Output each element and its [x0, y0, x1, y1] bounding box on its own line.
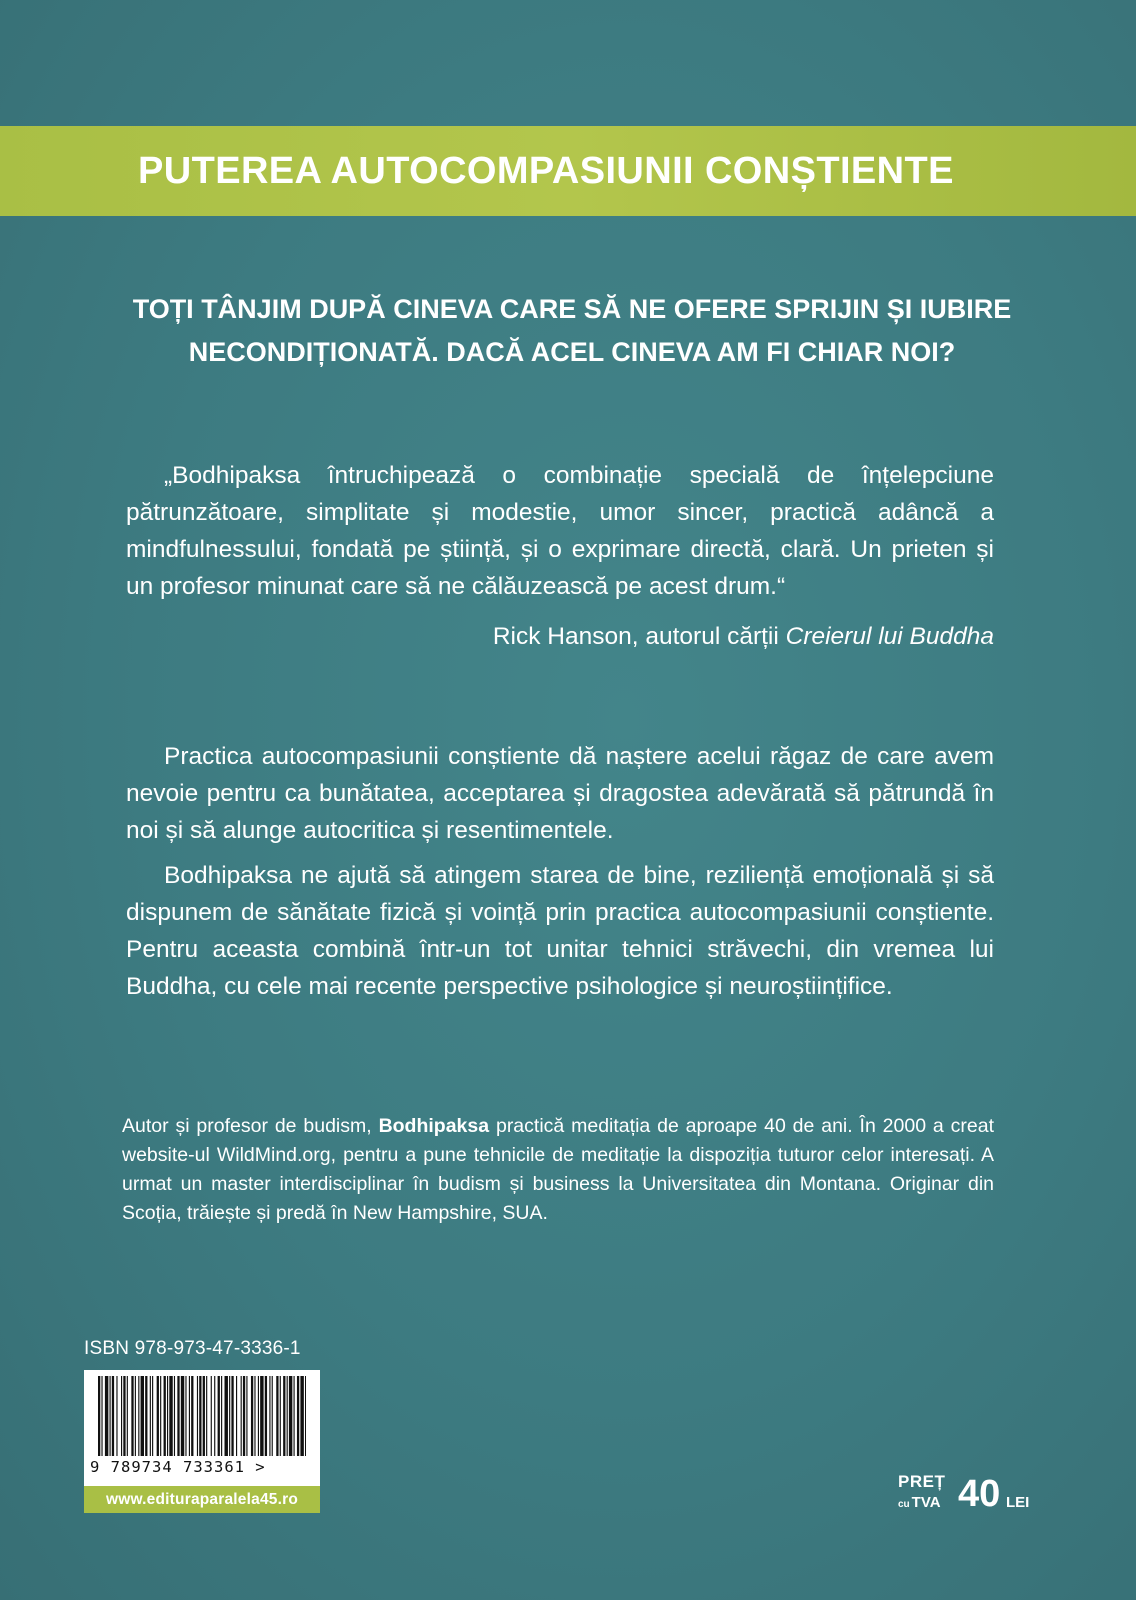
- quote-text: „Bodhipaksa întruchipează o combinație specială de înțelepciune pătrunzătoare, simplitate și modestie, umor sincer, practică adâncă a mindfulnessului, fondată pe știință, și o exprimare directă, clară. Un prieten și un profesor minunat care să ne călăuzească pe acest drum.“: [126, 462, 994, 600]
- barcode-bar: [189, 1376, 190, 1456]
- barcode-bar: [206, 1376, 207, 1456]
- barcode-bar: [241, 1376, 242, 1456]
- barcode-bar: [283, 1376, 285, 1456]
- price-tva: TVA: [911, 1494, 941, 1511]
- barcode-bar: [141, 1376, 144, 1456]
- price-currency: LEI: [1006, 1494, 1030, 1511]
- tagline-line-2: NECONDIȚIONATĂ. DACĂ ACEL CINEVA AM FI CHIAR NOI?: [188, 337, 956, 367]
- description-paragraph-1: Practica autocompasiunii conștiente dă naștere acelui răgaz de care avem nevoie pentru ca bunătatea, acceptarea și dragostea adevărată să pătrundă în noi și să alunge autocritica și resentimentele.: [126, 743, 994, 844]
- author-name: Bodhipaksa: [378, 1115, 490, 1137]
- barcode-bar: [300, 1376, 303, 1456]
- barcode-bar: [203, 1376, 205, 1456]
- barcode-bar: [101, 1376, 102, 1456]
- quote-author: Rick Hanson, autorul cărții: [492, 623, 779, 650]
- barcode-bar: [243, 1376, 245, 1456]
- book-title: PUTEREA AUTOCOMPASIUNII CONȘTIENTE: [138, 150, 954, 192]
- barcode-bar: [164, 1376, 166, 1456]
- barcode-bar: [185, 1376, 186, 1456]
- barcode-bar: [280, 1376, 281, 1456]
- barcode-bar: [269, 1376, 270, 1456]
- book-description: [126, 738, 994, 1013]
- quote-book-title: Creierul lui Buddha: [785, 623, 994, 650]
- quote-attribution: [126, 618, 994, 655]
- price-label: PREȚ: [898, 1472, 946, 1491]
- tagline: [122, 288, 1022, 374]
- barcode-bar: [127, 1376, 128, 1456]
- tagline-line-1: TOȚI TÂNJIM DUPĂ CINEVA CARE SĂ NE OFERE SPRIJIN ȘI IUBIRE: [132, 294, 1012, 324]
- author-bio-text: practică meditația de aproape 40 de ani. În 2000 a creat website-ul WildMind.org, pentru a pune tehnicile de meditație la dispoziția tuturor celor interesați. A urmat un master interdisciplinar în budism și business la Universitatea din Montana. Originar din Scoția, trăiește și predă în New Hampshire, SUA.: [122, 1115, 994, 1224]
- barcode: [84, 1370, 320, 1486]
- barcode-bar: [214, 1376, 215, 1456]
- barcode-bar: [294, 1376, 295, 1456]
- barcode-bar: [167, 1376, 168, 1456]
- barcode-bar: [116, 1376, 117, 1456]
- author-bio: [122, 1112, 994, 1228]
- barcode-bar: [199, 1376, 201, 1456]
- barcode-bar: [276, 1376, 278, 1456]
- barcode-bar: [181, 1376, 184, 1456]
- barcode-bar: [297, 1376, 299, 1456]
- barcode-bar: [169, 1376, 172, 1456]
- barcode-bar: [110, 1376, 111, 1456]
- barcode-bar: [251, 1376, 253, 1456]
- barcode-bar: [98, 1376, 100, 1456]
- barcode-bar: [123, 1376, 125, 1456]
- barcode-bar: [260, 1376, 263, 1456]
- barcode-bar: [218, 1376, 220, 1456]
- barcode-bar: [258, 1376, 259, 1456]
- barcode-bar: [231, 1376, 233, 1456]
- barcode-bar: [305, 1376, 306, 1456]
- price-cu: cu: [898, 1499, 910, 1510]
- barcode-bar: [131, 1376, 133, 1456]
- barcode-bar: [160, 1376, 161, 1456]
- barcode-bar: [246, 1376, 247, 1456]
- description-paragraph-2: Bodhipaksa ne ajută să atingem starea de bine, reziliență emoțională și să dispunem de sănătate fizică și voință prin practica autocompasiunii conștiente. Pentru aceasta combină într-un tot unitar tehnici străvechi, din vremea lui Buddha, cu cele mai recente perspective psihologice și neuroștiințifice.: [126, 862, 994, 1000]
- barcode-bar: [145, 1376, 147, 1456]
- barcode-bar: [287, 1376, 288, 1456]
- barcode-bar: [135, 1376, 136, 1456]
- barcode-bar: [105, 1376, 108, 1456]
- publisher-website: www.edituraparalela45.ro: [84, 1486, 320, 1513]
- isbn-label: ISBN 978-973-47-3336-1: [84, 1338, 301, 1359]
- barcode-bar: [254, 1376, 255, 1456]
- barcode-bar: [138, 1376, 139, 1456]
- barcode-bar: [157, 1376, 159, 1456]
- barcode-bar: [229, 1376, 230, 1456]
- barcode-bar: [191, 1376, 193, 1456]
- barcode-bar: [150, 1376, 151, 1456]
- barcode-bar: [174, 1376, 175, 1456]
- barcode-bar: [152, 1376, 153, 1456]
- barcode-bar: [112, 1376, 114, 1456]
- barcode-bar: [272, 1376, 273, 1456]
- price-tag: [898, 1472, 1028, 1518]
- barcode-bars-graphic: [98, 1376, 306, 1456]
- barcode-bar: [197, 1376, 198, 1456]
- barcode-digits: 9 789734 733361 >: [90, 1458, 266, 1476]
- barcode-bar: [177, 1376, 179, 1456]
- barcode-bar: [289, 1376, 292, 1456]
- price-value: 40: [958, 1473, 1001, 1515]
- barcode-bar: [236, 1376, 237, 1456]
- barcode-bar: [121, 1376, 122, 1456]
- price-vat-note: [898, 1494, 941, 1512]
- author-bio-prefix: Autor și profesor de budism,: [122, 1115, 372, 1137]
- barcode-bar: [221, 1376, 222, 1456]
- barcode-bar: [211, 1376, 212, 1456]
- barcode-bar: [265, 1376, 267, 1456]
- barcode-bar: [225, 1376, 228, 1456]
- endorsement-quote: [126, 457, 994, 605]
